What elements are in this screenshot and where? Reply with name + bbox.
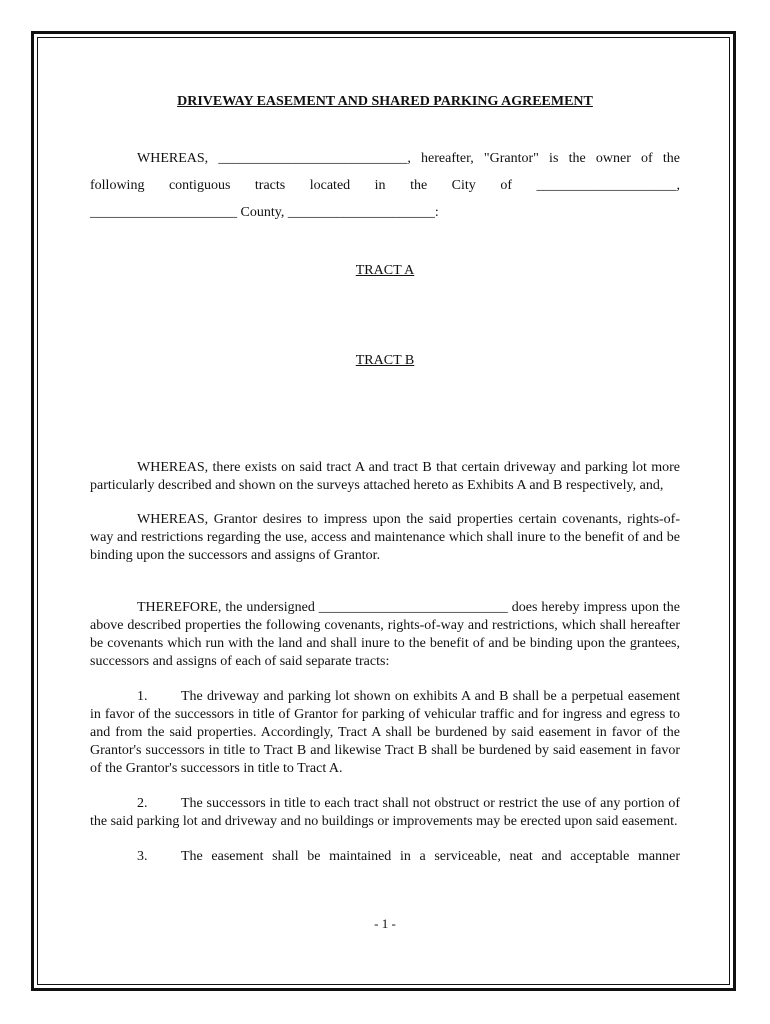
clause-1-text: The driveway and parking lot shown on exhibits A and B shall be a perpetual easement in favor of the successors in title of Grantor for parking of vehicular traffic and for ingress and egress to and from the said properties. Accordingly, Tract A shall be burdened by said easement in favor of the Grantor's successors in title to Tract B and likewise Tract B shall be burdened by said easement in favor of the Grantor's successors in title to Tract A.: [90, 689, 680, 776]
page-number: - 1 -: [374, 916, 396, 931]
clause-1-number: 1.: [137, 689, 148, 704]
therefore-paragraph: THEREFORE, the undersigned ___________________________ does hereby impress upon the above described properties the following covenants, rights-of-way and restrictions, which shall hereafter be covenants which run with the land and shall inure to the benefit of and be binding upon the grantees, successors and assigns of each of said separate tracts:: [90, 600, 680, 669]
clause-2: [90, 795, 680, 831]
document-page: [90, 93, 680, 866]
whereas-driveway-paragraph: WHEREAS, there exists on said tract A and tract B that certain driveway and parking lot more particularly described and shown on the surveys attached hereto as Exhibits A and B respectively, and,: [90, 460, 680, 493]
clause-2-number: 2.: [137, 796, 148, 811]
document-title: DRIVEWAY EASEMENT AND SHARED PARKING AGREEMENT: [177, 94, 593, 109]
whereas-grantor-line-2: following contiguous tracts located in the City of ____________________,: [90, 178, 680, 193]
whereas-grantor-line-3: _____________________ County, _____________________:: [90, 205, 439, 220]
clause-2-text: The successors in title to each tract shall not obstruct or restrict the use of any portion of the said parking lot and driveway and no buildings or improvements may be erected upon said easement.: [90, 796, 680, 829]
whereas-covenants-paragraph: WHEREAS, Grantor desires to impress upon the said properties certain covenants, rights-of-way and restrictions regarding the use, access and maintenance which shall inure to the benefit of and be binding upon the successors and assigns of Grantor.: [90, 512, 680, 563]
clause-3-text: The easement shall be maintained in a serviceable, neat and acceptable manner: [181, 849, 680, 864]
tract-b-heading: TRACT B: [355, 353, 415, 368]
clause-3-number: 3.: [137, 849, 148, 864]
tract-a-heading: TRACT A: [355, 263, 415, 278]
clause-3: [90, 848, 680, 866]
clause-1: [90, 688, 680, 778]
whereas-grantor-line-1: WHEREAS, ___________________________, hereafter, "Grantor" is the owner of the: [137, 151, 680, 166]
